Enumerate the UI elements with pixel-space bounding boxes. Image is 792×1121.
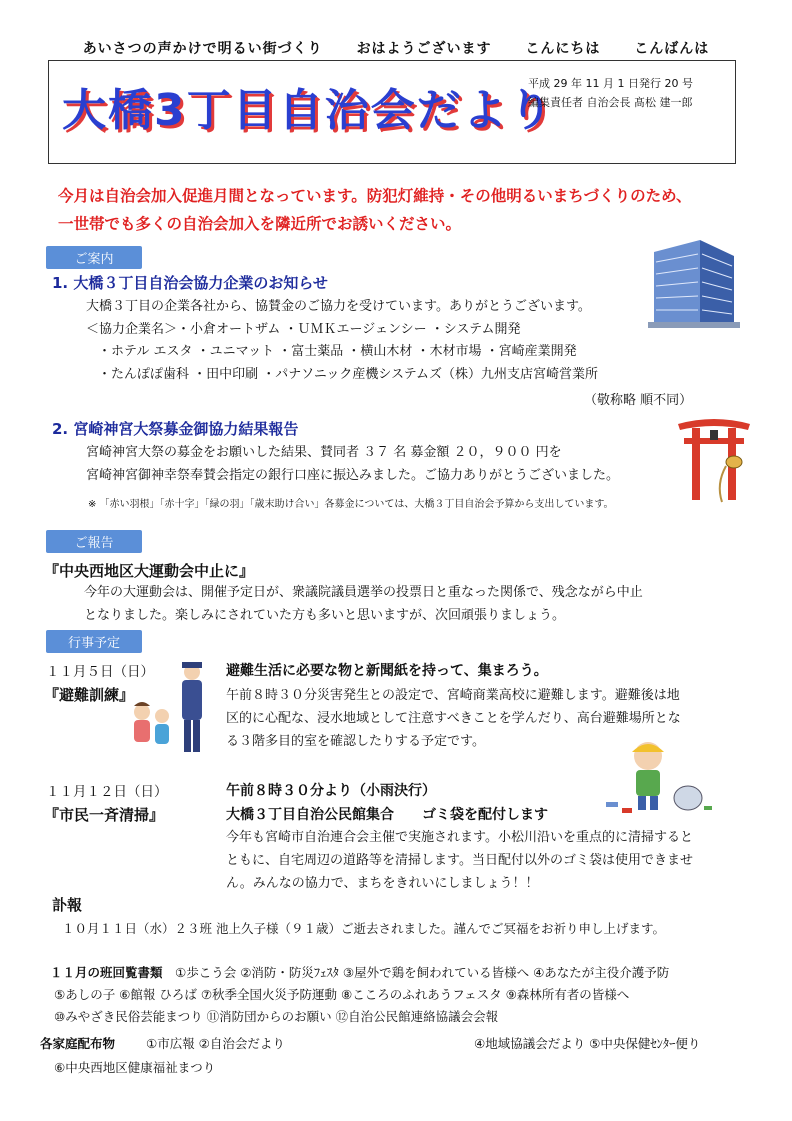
notice-line-1: 今月は自治会加入促進月間となっています。防犯灯維持・その他明るいまちづくりのため、 [58, 187, 692, 205]
notice-line-2: 一世帯でも多くの自治会加入を隣近所でお誘いください。 [58, 215, 462, 233]
event1-line-3: る３階多目的室を確認したりする予定です。 [226, 734, 485, 749]
event1-line-1: 午前８時３０分災害発生との設定で、宮崎商業高校に避難します。避難後は地 [226, 688, 680, 703]
newsletter-title: 大橋3丁目自治会だより [62, 85, 555, 136]
section-tag-guide: ご案内 [46, 246, 142, 269]
circulars-line-3: ⑩みやざき民俗芸能まつり ⑪消防団からのお願い ⑫自治公民館連絡協議会会報 [54, 1009, 499, 1024]
evacuation-drill-illustration [126, 658, 216, 758]
section-tag-events: 行事予定 [46, 630, 142, 653]
slogan-evening: こんばんは [634, 41, 710, 57]
event2-headline-1: 午前８時３０分より（小雨決行） [226, 783, 436, 799]
editor-line: 編集責任者 自治会長 髙松 建一郎 [528, 96, 693, 109]
guide-item1-heading: 1. 大橋３丁目自治会協力企業のお知らせ [52, 274, 328, 292]
companies-line-1: ＜協力企業名＞・小倉オートザム ・ＵＭＫエージェンシー ・システム開発 [86, 321, 521, 337]
donation-footnote: ※ 「赤い羽根」「赤十字」「緑の羽」「歳末助け合い」各募金については、大橋３丁目自治会予算から支出しています。 [88, 499, 614, 510]
event2-headline-2: 大橋３丁目自治公民館集合 ゴミ袋を配付します [226, 807, 548, 823]
event2-name: 『市民一斉清掃』 [44, 806, 165, 824]
obituary-heading: 訃報 [52, 896, 83, 914]
event2-date: １１月１２日（日） [46, 784, 168, 800]
event2-line-3: ん。みんなの協力で、まちをきれいにしましょう！！ [226, 876, 539, 891]
event1-date: １１月５日（日） [46, 664, 154, 680]
circulars-block [50, 962, 750, 1028]
donation-line-1: 宮崎神宮大祭の募金をお願いした結果、賛同者 ３７ 名 募金額 ２０，９００ 円を [86, 445, 562, 460]
distribution-line-2: ⑥中央西地区健康福祉まつり [54, 1060, 216, 1075]
report-heading: 『中央西地区大運動会中止に』 [44, 562, 255, 580]
event2-line-2: ともに、自宅周辺の道路等を清掃します。当日配付以外のゴミ袋は使用できませ [226, 853, 693, 868]
issue-info [528, 74, 693, 112]
distribution-items-left: ①市広報 ②自治会だより [146, 1036, 285, 1051]
slogan-main: あいさつの声かけで明るい街づくり [82, 41, 323, 57]
membership-notice [58, 182, 758, 238]
guide-item2-heading: 2. 宮崎神宮大祭募金御協力結果報告 [52, 420, 299, 438]
torii-gate-illustration [676, 414, 752, 510]
slogan-morning: おはようございます [356, 41, 492, 57]
companies-line-2: ・ホテル エスタ ・ユニマット ・富士薬品 ・横山木材 ・木材市場 ・宮崎産業開発 [98, 344, 577, 359]
report-line-1: 今年の大運動会は、開催予定日が、衆議院議員選挙の投票日と重なった関係で、残念ながら中止 [84, 585, 643, 600]
obituary-text: １０月１１日（水）２３班 池上久子様（９１歳）ご逝去されました。謹んでご冥福をお祈り申し上げます。 [62, 921, 665, 936]
event2-line-1: 今年も宮崎市自治連合会主催で実施されます。小松川沿いを重点的に清掃すると [226, 830, 693, 845]
circulars-line-2: ⑤あしの子 ⑥館報 ひろば ⑦秋季全国火災予防運動 ⑧こころのふれあうフェスタ ⑨森林所有者の皆様へ [54, 987, 630, 1002]
distribution-heading: 各家庭配布物 [40, 1036, 116, 1051]
issue-line: 平成 29 年 11 月 1 日発行 20 号 [528, 77, 693, 90]
guide-item1-body [86, 296, 646, 386]
companies-line-3: ・たんぽぽ歯科 ・田中印刷 ・パナソニック産機システムズ（株）九州支店宮崎営業所 [98, 366, 599, 382]
distribution-items-right: ④地域協議会だより ⑤中央保健ｾﾝﾀｰ便り [474, 1036, 701, 1051]
slogan-bar [0, 38, 792, 58]
guide-item1-intro: 大橋３丁目の企業各社から、協賛金のご協力を受けています。ありがとうございます。 [86, 299, 591, 314]
circulars-line-1: ①歩こう会 ②消防・防災ﾌｪｽﾀ ③屋外で鶏を飼われている皆様へ ④あなたが主役介護予防 [175, 965, 670, 980]
event1-line-2: 区的に心配な、浸水地域として注意すべきことを学んだり、高台避難場所とな [226, 711, 681, 726]
guide-item2-body [86, 442, 676, 487]
distribution-block [40, 1032, 760, 1080]
section-tag-report: ご報告 [46, 530, 142, 553]
cleanup-child-illustration [604, 736, 714, 816]
event2-body [226, 826, 766, 895]
circulars-heading: １１月の班回覧書類 [50, 965, 163, 980]
report-line-2: となりました。楽しみにされていた方も多いと思いますが、次回頑張りましょう。 [84, 607, 566, 623]
event1-headline: 避難生活に必要な物と新聞紙を持って、集まろう。 [226, 663, 548, 679]
event1-name: 『避難訓練』 [44, 686, 135, 704]
donation-line-2: 宮崎神宮御神幸祭奉賛会指定の銀行口座に振込みました。ご協力ありがとうございました。 [86, 467, 620, 483]
companies-note: （敬称略 順不同） [584, 393, 693, 408]
report-body [84, 582, 724, 627]
slogan-afternoon: こんにちは [525, 41, 601, 57]
office-building-illustration [644, 234, 744, 330]
